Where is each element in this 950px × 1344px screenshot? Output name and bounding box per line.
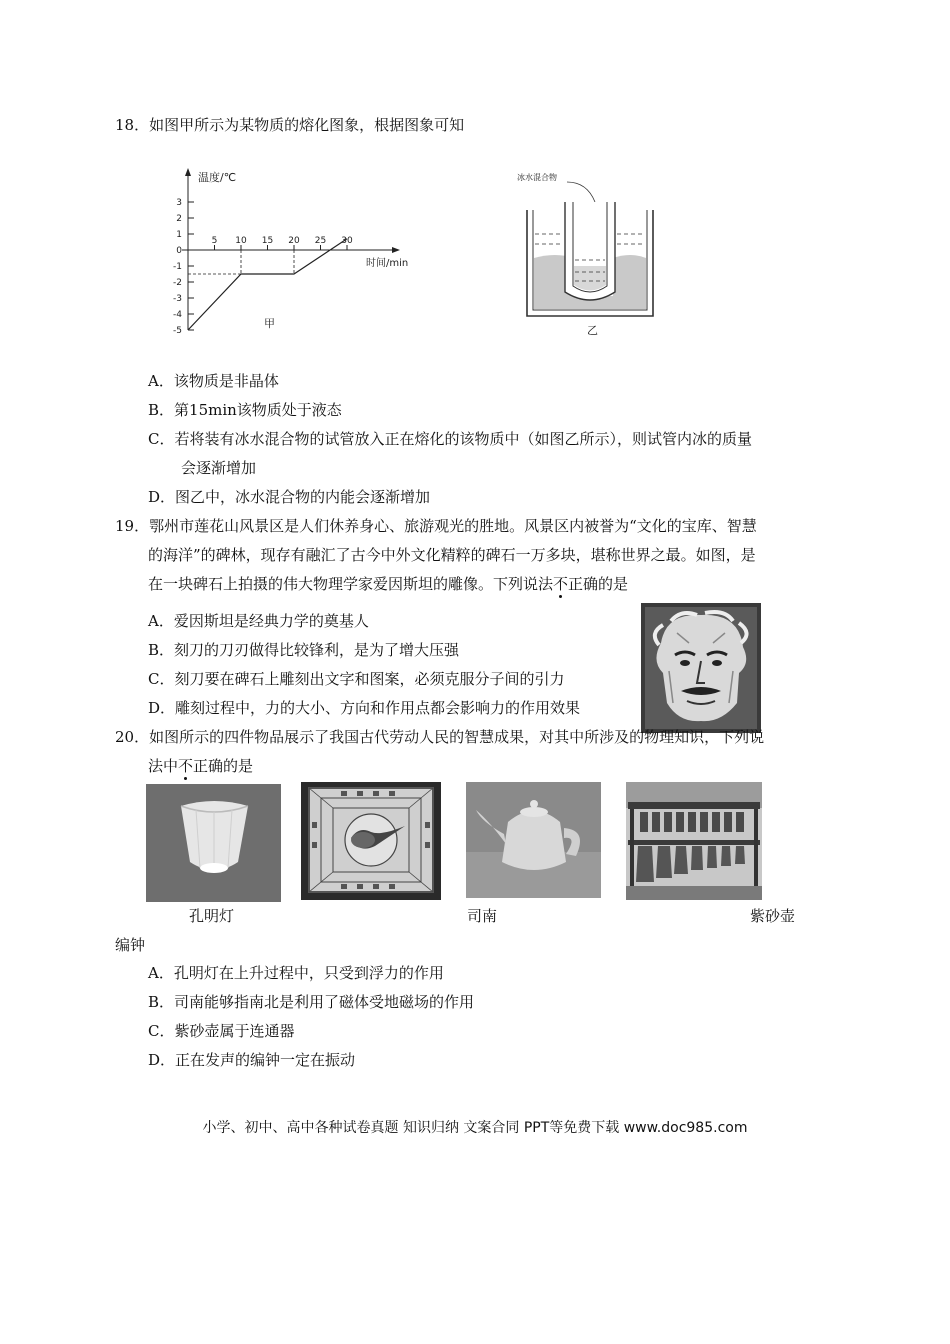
- q18-option-d: D．图乙中，冰水混合物的内能会逐渐增加: [148, 488, 431, 506]
- q18-stem: 18．如图甲所示为某物质的熔化图象，根据图象可知: [115, 116, 465, 134]
- x-tick-label: 5: [211, 236, 218, 246]
- q19-stem-post: 正确的是: [568, 575, 629, 593]
- beaker-caption: 乙: [587, 324, 598, 337]
- q20-option-d: D．正在发声的编钟一定在振动: [148, 1051, 356, 1069]
- x-tick-label: 20: [288, 236, 300, 246]
- beaker-label: 冰水混合物: [517, 173, 557, 182]
- caption-sky-lantern: 孔明灯: [189, 907, 235, 925]
- caption-chime-bells: 编钟: [115, 936, 146, 954]
- footer-text: 小学、初中、高中各种试卷真题 知识归纳 文案合同 PPT等免费下载 www.doc985.com: [202, 1120, 748, 1136]
- q19-option-d: D．雕刻过程中，力的大小、方向和作用点都会影响力的作用效果: [148, 699, 581, 717]
- caption-teapot: 紫砂壶: [750, 907, 796, 925]
- q19-option-b: B．刻刀的刀刃做得比较锋利，是为了增大压强: [148, 641, 460, 659]
- q19-stem-line2: 的海洋”的碑林，现存有融汇了古今中外文化精粹的碑石一万多块，堪称世界之最。如图，是: [148, 546, 756, 564]
- q18-option-c: C．若将装有冰水混合物的试管放入正在熔化的该物质中（如图乙所示），则试管内冰的质量: [148, 430, 752, 448]
- y-tick-label: 3: [176, 198, 182, 208]
- q19-stem-line1: 19．鄂州市莲花山风景区是人们休养身心、旅游观光的胜地。风景区内被誉为“文化的宝库、智慧: [115, 517, 757, 535]
- q18-option-c-cont: 会逐渐增加: [181, 459, 257, 477]
- x-tick-label: 30: [341, 236, 353, 246]
- q19-option-c: C．刻刀要在碑石上雕刻出文字和图案，必须克服分子间的引力: [148, 670, 565, 688]
- q20-emphasis: 不: [178, 757, 194, 775]
- teapot-image: [466, 782, 601, 898]
- q20-option-b: B．司南能够指南北是利用了磁体受地磁场的作用: [148, 993, 475, 1011]
- x-axis-label: 时间/min: [366, 258, 409, 269]
- y-tick-label: -1: [173, 262, 182, 272]
- y-tick-label: -2: [173, 278, 182, 288]
- q19-stem-line3: [148, 573, 628, 595]
- q19-stem-pre: 在一块碑石上拍摄的伟大物理学家爱因斯坦的雕像。下列说法: [148, 575, 554, 593]
- x-tick-label: 10: [235, 236, 247, 246]
- melting-graph: [160, 165, 430, 340]
- beaker-diagram: [515, 168, 665, 340]
- y-tick-label: -4: [173, 310, 182, 320]
- caption-compass: 司南: [467, 907, 498, 925]
- q20-stem-post: 正确的是: [193, 757, 254, 775]
- q18-option-b: B．第15min该物质处于液态: [148, 401, 342, 419]
- y-tick-label: -3: [173, 294, 182, 304]
- x-tick-label: 15: [261, 236, 274, 246]
- q19-emphasis: 不: [553, 575, 569, 593]
- y-tick-label: 2: [176, 214, 182, 224]
- q20-stem-line1: 20．如图所示的四件物品展示了我国古代劳动人民的智慧成果，对其中所涉及的物理知识，下列说: [115, 728, 765, 746]
- q19-option-a: A．爱因斯坦是经典力学的奠基人: [148, 612, 369, 630]
- sky-lantern-image: [146, 784, 281, 902]
- chime-bells-image: [626, 782, 762, 900]
- compass-sinan-image: [301, 782, 441, 900]
- y-axis-label: 温度/℃: [198, 171, 237, 184]
- q20-stem-pre: 法中: [148, 757, 179, 775]
- q20-option-c: C．紫砂壶属于连通器: [148, 1022, 295, 1040]
- q20-stem-line2: [148, 755, 253, 777]
- q20-option-a: A．孔明灯在上升过程中，只受到浮力的作用: [148, 964, 444, 982]
- graph-caption: 甲: [264, 317, 275, 330]
- x-tick-label: 25: [314, 236, 327, 246]
- q18-option-a: A．该物质是非晶体: [148, 372, 279, 390]
- y-tick-label: -5: [173, 326, 182, 336]
- einstein-carving-image: [641, 603, 761, 733]
- y-tick-label: 0: [176, 246, 182, 256]
- y-tick-label: 1: [176, 230, 182, 240]
